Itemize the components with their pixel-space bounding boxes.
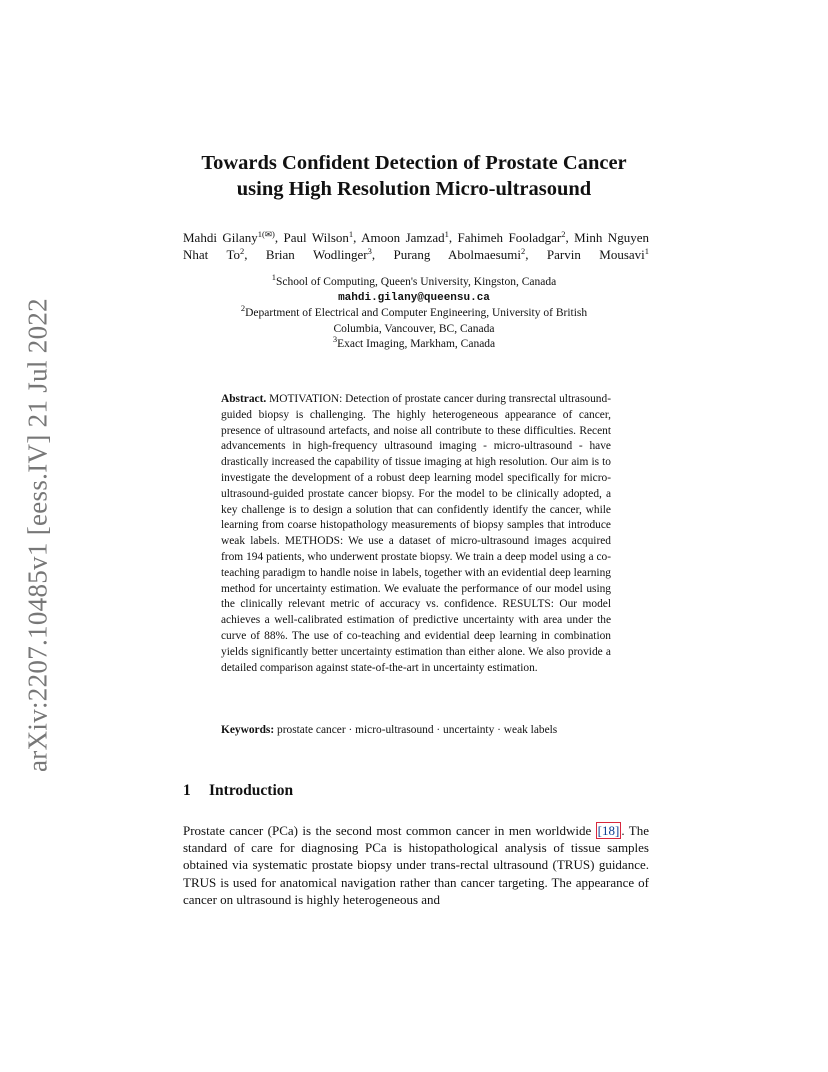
affiliations: [150, 272, 678, 353]
keywords-text: prostate cancer · micro-ultrasound · uncertainty · weak labels: [277, 724, 558, 736]
contact-email[interactable]: mahdi.gilany@queensu.ca: [338, 291, 490, 304]
author-affil-mark: 1: [444, 229, 449, 239]
title-line-2: using High Resolution Micro-ultrasound: [236, 178, 592, 200]
keywords: [221, 723, 611, 739]
author-name: , Paul Wilson: [274, 230, 349, 245]
author-name: , Minh Nguyen Nhat To: [183, 230, 649, 262]
affiliation-2: $^2$Department of Electrical and Computer Engineering, University of British: [240, 303, 588, 319]
intro-paragraph: Prostate cancer (PCa) is the second most common cancer in men worldwide [18] . The standard of care for diagnosing PCa is histopathological analysis of tissue samples obtained via systematic prostate biopsy under trans-rectal ultrasound (TRUS) guidance. TRUS is used for anatomical navigation rather than cancer targeting. The appearance of cancer on ultrasound is highly heterogeneous and: [183, 823, 649, 907]
abstract-text: MOTIVATION: Detection of prostate cancer during transrectal ultrasound-guided biopsy is challenging. The highly heterogeneous appearance of cancer, presence of ultrasound artefacts, and noise all contribute to these difficulties. Recent advancements in high-frequency ultrasound imaging - micro-ultrasound - have drastically increased the capability of tissue imaging at high resolution. Our aim is to investigate the development of a robust deep learning model specifically for micro-ultrasound-guided prostate cancer biopsy. For the model to be clinically adopted, a key challenge is to design a solution that can confidently identify the cancer, while learning from coarse histopathology measurements of biopsy samples that introduce weak labels. METHODS: We use a dataset of micro-ultrasound images acquired from 194 patients, who underwent prostate biopsy. We train a deep model using a co-teaching paradigm to handle noise in labels, together with an evidential deep learning method for uncertainty estimation. We evaluate the performance of our model using the clinically relevant metric of accuracy vs. confidence. RESULTS: Our model achieves a well-calibrated estimation of predictive uncertainty with area under the curve of 88%. The use of co-teaching and evidential deep learning in combination yields significantly better uncertainty estimation than either alone. We also provide a detailed comparison against state-of-the-art in uncertainty estimation.: [221, 393, 611, 674]
author-name: , Parvin Mousavi: [525, 247, 645, 262]
affiliation-2-cont: Columbia, Vancouver, BC, Canada: [333, 322, 495, 335]
author-name: , Purang Abolmaesumi: [371, 247, 521, 262]
author-list: [183, 229, 649, 263]
author-name: Mahdi Gilany: [183, 230, 258, 245]
author-affil-mark: 3: [367, 246, 372, 256]
citation-link[interactable]: [18]: [597, 823, 620, 838]
keywords-label: Keywords:: [221, 724, 275, 736]
author-affil-mark: 2: [520, 246, 526, 256]
author-name: , Brian Wodlinger: [244, 247, 368, 262]
abstract: [221, 392, 611, 676]
abstract-label: Abstract.: [221, 393, 267, 405]
section-number: 1: [183, 782, 191, 799]
author-affil-mark: 1: [644, 246, 650, 256]
author-name: , Amoon Jamzad: [353, 230, 445, 245]
author-affil-mark: 2: [561, 229, 566, 239]
author-affil-mark: 2: [240, 246, 245, 256]
section-heading: [183, 782, 293, 800]
author-name: , Fahimeh Fooladgar: [448, 230, 562, 245]
author-affil-mark: 1: [348, 229, 354, 239]
section-title: Introduction: [209, 782, 294, 799]
paper-title: [120, 150, 708, 202]
affiliation-3: $^3$Exact Imaging, Markham, Canada: [332, 334, 496, 350]
title-line-1: Towards Confident Detection of Prostate Cancer: [201, 152, 627, 174]
arxiv-identifier: [18, 295, 58, 775]
affiliation-1: $^1$School of Computing, Queen's University, Kingston, Canada: [271, 272, 557, 288]
author-affil-mark: 1(✉): [257, 229, 275, 239]
arxiv-id-text: arXiv:2207.10485v1 [eess.IV] 21 Jul 2022: [22, 298, 53, 772]
